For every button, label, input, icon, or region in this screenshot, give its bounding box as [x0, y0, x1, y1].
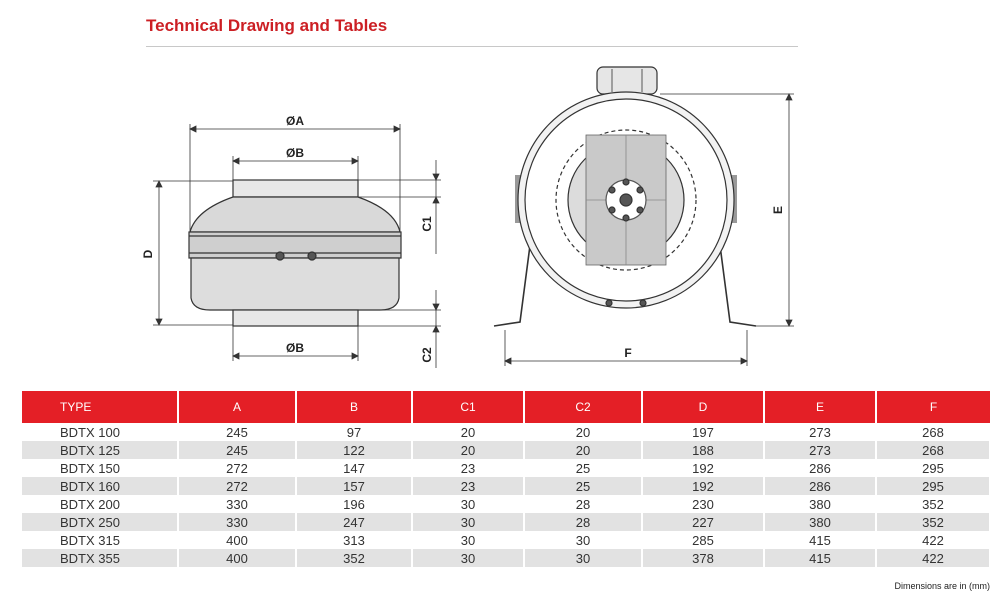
table-cell: 147	[296, 459, 412, 477]
table-cell: 245	[178, 423, 296, 441]
table-cell: 20	[412, 441, 524, 459]
table-cell: 415	[764, 549, 876, 567]
table-cell: 28	[524, 513, 642, 531]
table-cell: 330	[178, 495, 296, 513]
table-cell: 313	[296, 531, 412, 549]
table-cell: 20	[524, 423, 642, 441]
column-header-d: D	[642, 391, 764, 423]
table-cell: 157	[296, 477, 412, 495]
table-cell: 330	[178, 513, 296, 531]
column-header-type: TYPE	[22, 391, 178, 423]
table-header-row	[22, 391, 990, 423]
table-row	[22, 531, 990, 549]
column-header-c2: C2	[524, 391, 642, 423]
units-footnote: Dimensions are in (mm)	[894, 581, 990, 591]
table-cell: 23	[412, 477, 524, 495]
table-row	[22, 459, 990, 477]
table-cell: 197	[642, 423, 764, 441]
table-cell: BDTX 150	[22, 459, 178, 477]
table-cell: 25	[524, 477, 642, 495]
table-cell: 272	[178, 459, 296, 477]
side-view-drawing	[189, 180, 401, 326]
table-cell: 268	[876, 423, 990, 441]
table-cell: 273	[764, 423, 876, 441]
table-cell: 28	[524, 495, 642, 513]
table-cell: 30	[524, 531, 642, 549]
table-cell: 286	[764, 459, 876, 477]
table-cell: 415	[764, 531, 876, 549]
table-cell: BDTX 160	[22, 477, 178, 495]
table-cell: 268	[876, 441, 990, 459]
table-cell: 97	[296, 423, 412, 441]
table-cell: 25	[524, 459, 642, 477]
front-view-drawing	[494, 67, 756, 326]
column-header-b: B	[296, 391, 412, 423]
table-cell: 295	[876, 459, 990, 477]
table-cell: 400	[178, 549, 296, 567]
label-f: F	[624, 346, 632, 360]
table-cell: BDTX 125	[22, 441, 178, 459]
table-cell: 245	[178, 441, 296, 459]
table-cell: 286	[764, 477, 876, 495]
table-cell: 30	[524, 549, 642, 567]
page-title: Technical Drawing and Tables	[146, 16, 388, 35]
table-cell: BDTX 100	[22, 423, 178, 441]
table-cell: 380	[764, 495, 876, 513]
column-header-c1: C1	[412, 391, 524, 423]
table-cell: 196	[296, 495, 412, 513]
table-cell: 400	[178, 531, 296, 549]
table-cell: 30	[412, 513, 524, 531]
table-row	[22, 477, 990, 495]
label-c1: C1	[420, 216, 434, 232]
table-cell: 30	[412, 495, 524, 513]
table-cell: BDTX 250	[22, 513, 178, 531]
label-dia-b-top: ØB	[286, 146, 304, 160]
table-cell: 352	[876, 495, 990, 513]
table-cell: 422	[876, 531, 990, 549]
table-row	[22, 423, 990, 441]
table-cell: 273	[764, 441, 876, 459]
table-cell: 122	[296, 441, 412, 459]
table-cell: 192	[642, 477, 764, 495]
table-cell: 188	[642, 441, 764, 459]
table-cell: 295	[876, 477, 990, 495]
table-cell: 352	[876, 513, 990, 531]
table-cell: 227	[642, 513, 764, 531]
table-row	[22, 549, 990, 567]
table-row	[22, 495, 990, 513]
table-cell: 422	[876, 549, 990, 567]
table-row	[22, 441, 990, 459]
table-cell: 378	[642, 549, 764, 567]
label-c2: C2	[420, 347, 434, 363]
label-dia-b-bottom: ØB	[286, 341, 304, 355]
table-cell: BDTX 315	[22, 531, 178, 549]
table-cell: 20	[412, 423, 524, 441]
table-cell: BDTX 200	[22, 495, 178, 513]
table-cell: 272	[178, 477, 296, 495]
table-cell: 23	[412, 459, 524, 477]
table-cell: 192	[642, 459, 764, 477]
label-d: D	[141, 249, 155, 259]
column-header-a: A	[178, 391, 296, 423]
table-cell: 285	[642, 531, 764, 549]
table-cell: BDTX 355	[22, 549, 178, 567]
table-cell: 230	[642, 495, 764, 513]
table-cell: 30	[412, 549, 524, 567]
label-e: E	[771, 205, 785, 215]
column-header-f: F	[876, 391, 990, 423]
table-cell: 20	[524, 441, 642, 459]
label-dia-a: ØA	[286, 114, 304, 128]
table-row	[22, 513, 990, 531]
table-cell: 247	[296, 513, 412, 531]
table-cell: 380	[764, 513, 876, 531]
table-cell: 30	[412, 531, 524, 549]
dimensions-table	[22, 391, 991, 567]
column-header-e: E	[764, 391, 876, 423]
table-cell: 352	[296, 549, 412, 567]
